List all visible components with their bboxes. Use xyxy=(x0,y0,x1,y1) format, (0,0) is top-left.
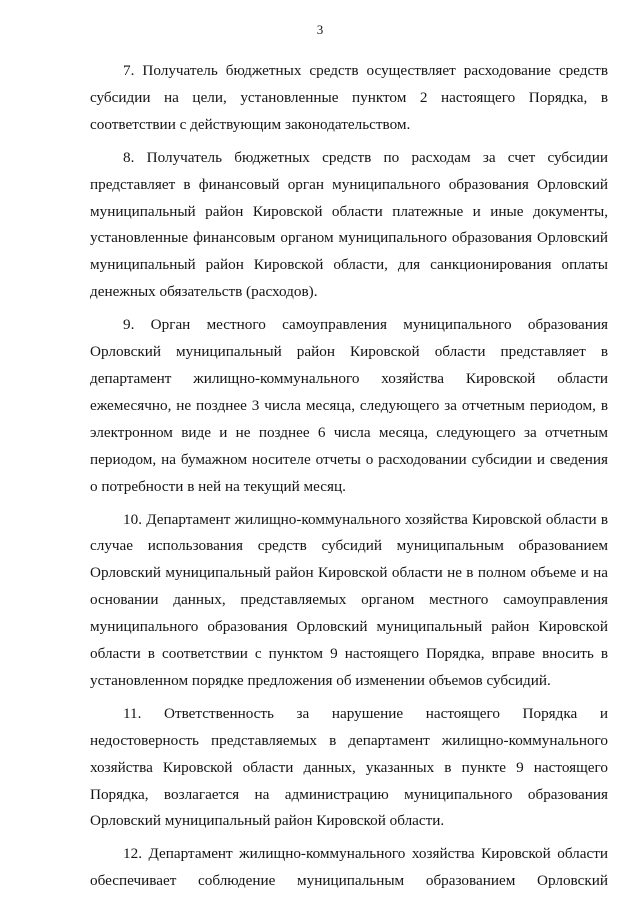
paragraph-7: 7. Получатель бюджетных средств осуществляет расходование средств субсидии на цели, установленные пунктом 2 настоящего Порядка, в соответствии с действующим законодательством. xyxy=(90,62,608,133)
paragraph-9: 9. Орган местного самоуправления муниципального образования Орловский муниципальный район Кировской области представляет в департамент жилищно-коммунального хозяйства Кировской области ежемесячно, не позднее 3 числа месяца, следующего за отчетным периодом, в электронном виде и не позднее 6 числа месяца, следующего за отчетным периодом, на бумажном носителе отчеты о расходовании субсидии и сведения о потребности в ней на текущий месяц. xyxy=(90,316,608,495)
page-number: 3 xyxy=(316,22,324,37)
paragraph-12: 12. Департамент жилищно-коммунального хозяйства Кировской области обеспечивает соблюдение муниципальным образованием Орловский xyxy=(90,845,608,890)
paragraph-8: 8. Получатель бюджетных средств по расходам за счет субсидии представляет в финансовый орган муниципального образования Орловский муниципальный район Кировской области платежные и иные документы, установленные финансовым органом муниципального образования Орловский муниципальный район Кировской области, для санкционирования оплаты денежных обязательств (расходов). xyxy=(90,148,608,301)
paragraph-10: 10. Департамент жилищно-коммунального хозяйства Кировской области в случае использования средств субсидий муниципальным образованием Орловский муниципальный район Кировской области не в полном объеме и на основании данных, представляемых органом местного самоуправления муниципального образования Орловский муниципальный район Кировской области в соответствии с пунктом 9 настоящего Порядка, вправе вносить в установленном порядке предложения об изменении объемов субсидий. xyxy=(90,510,608,689)
paragraph-11: 11. Ответственность за нарушение настоящего Порядка и недостоверность представляемых в департамент жилищно-коммунального хозяйства Кировской области данных, указанных в пункте 9 настоящего Порядка, возлагается на администрацию муниципального образования Орловский муниципальный район Кировской области. xyxy=(90,704,608,830)
document-body xyxy=(90,58,608,895)
